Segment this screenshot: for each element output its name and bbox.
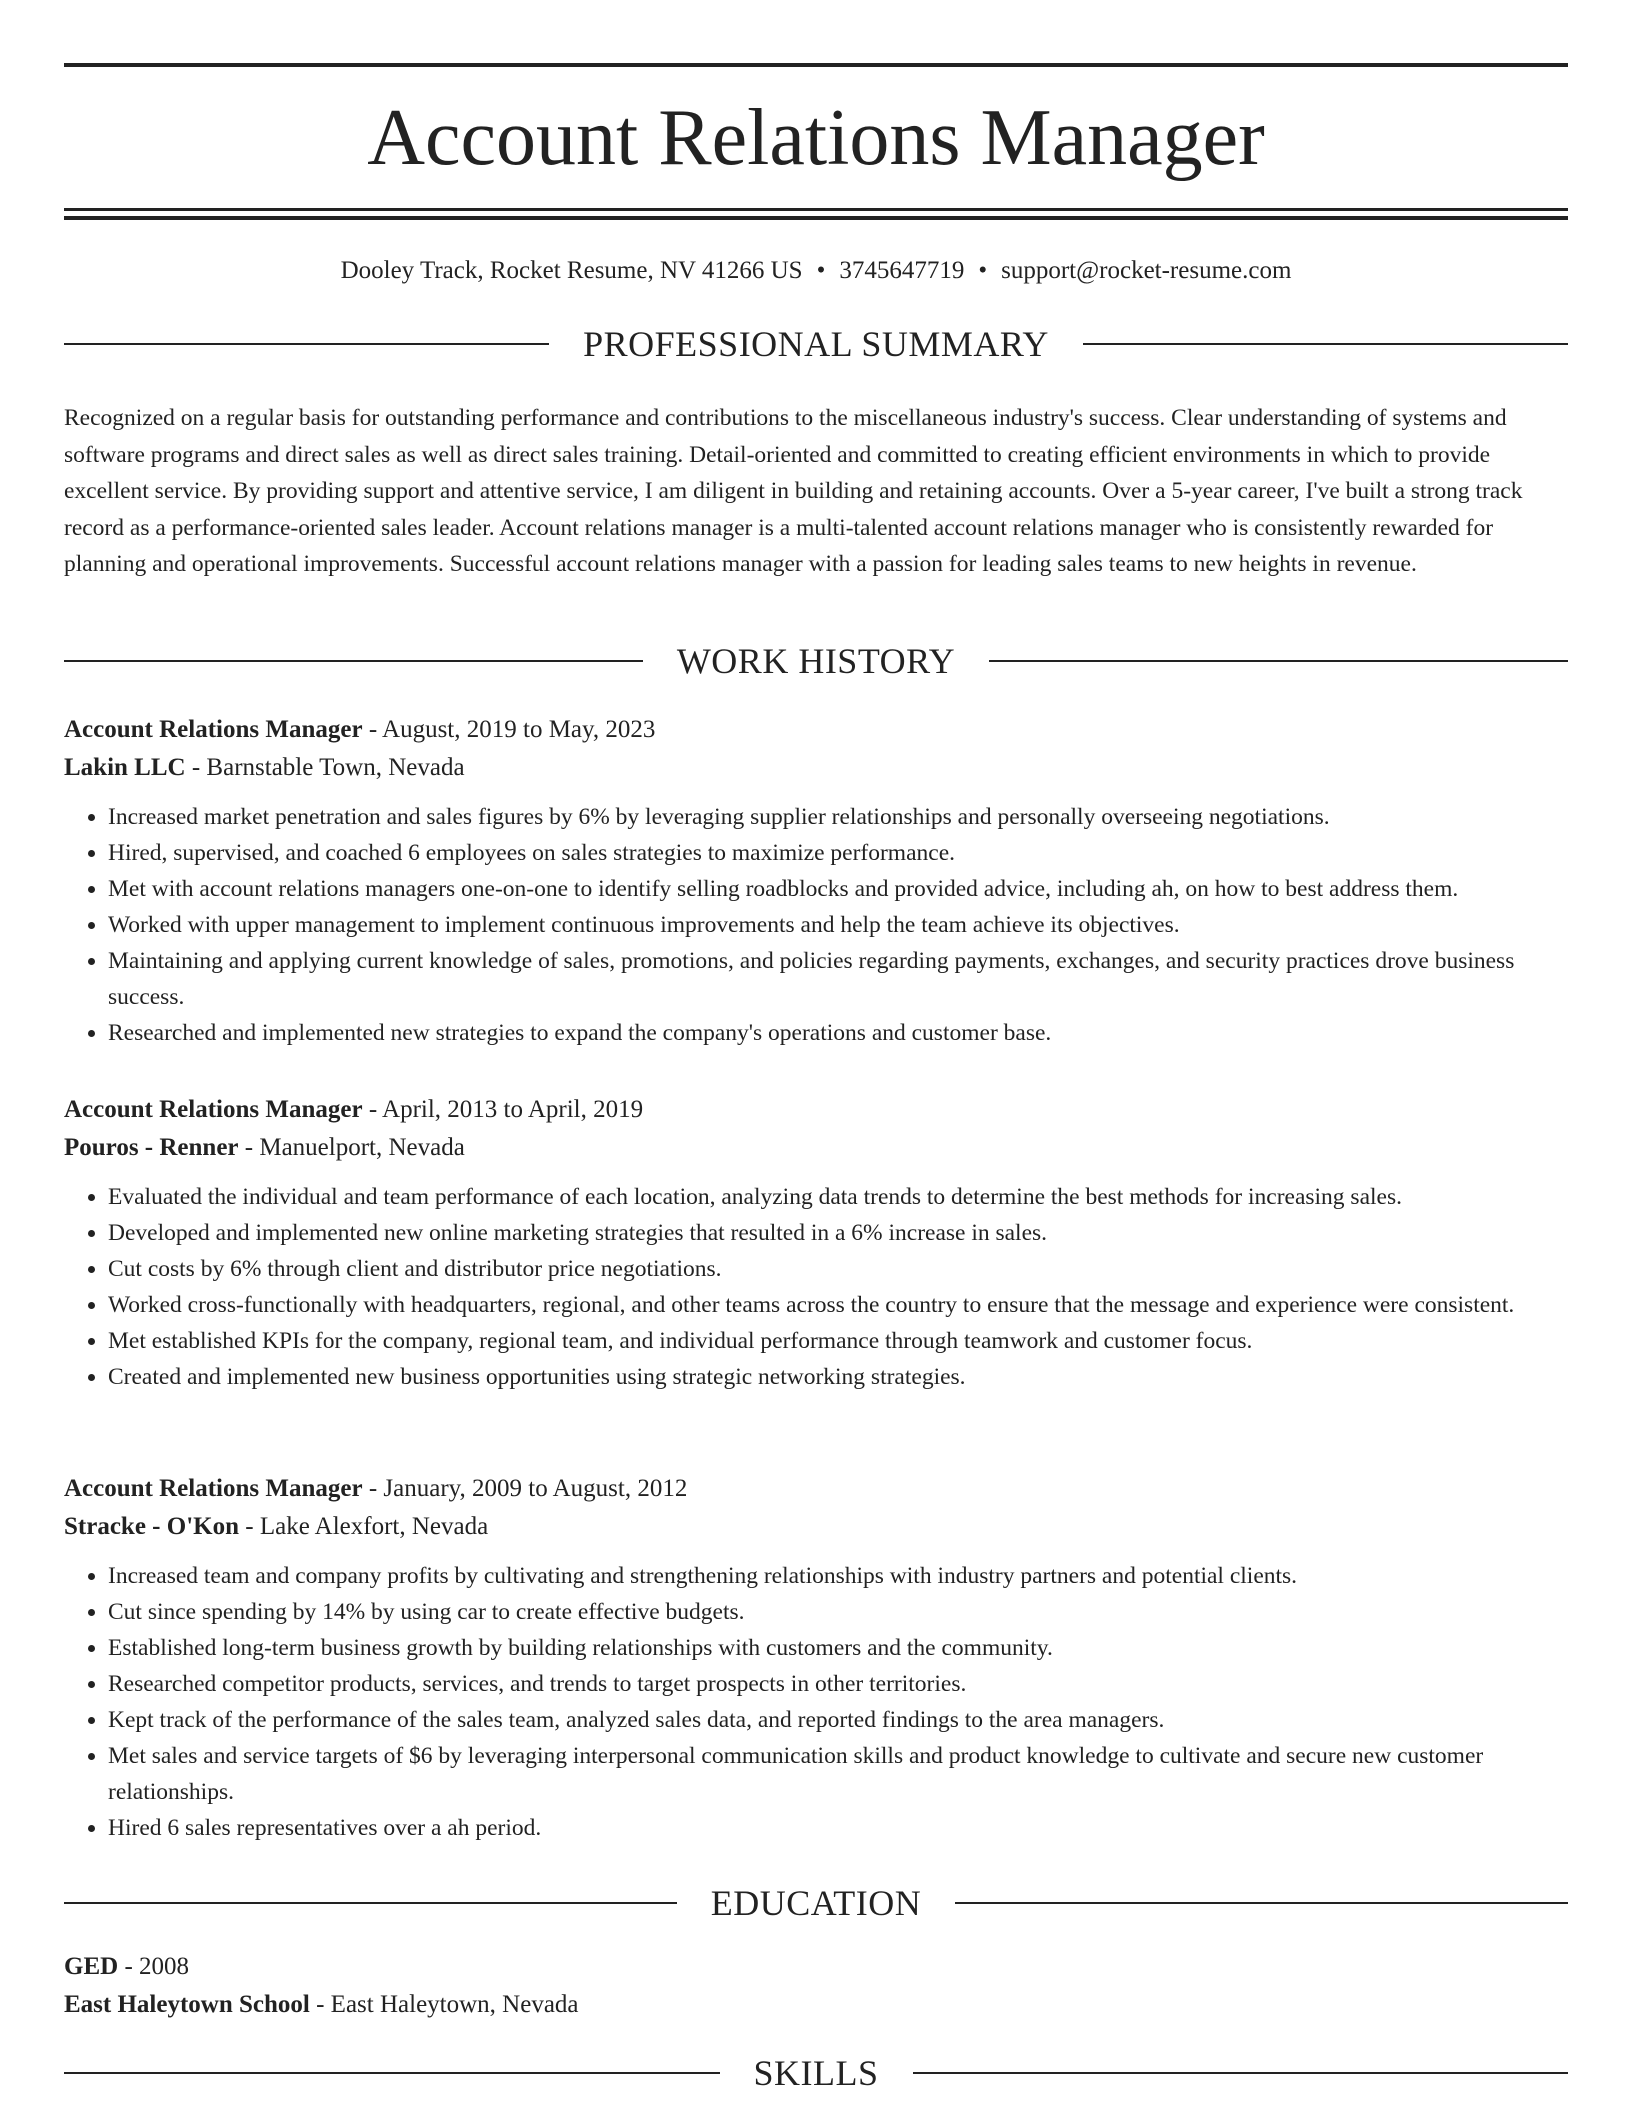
contact-address: Dooley Track, Rocket Resume, NV 41266 US xyxy=(340,257,803,284)
section-rule-left xyxy=(64,343,549,345)
job-bullet: • Cut since spending by 14% by using car to create effective budgets. xyxy=(108,1594,1568,1630)
job-bullet: • Cut costs by 6% through client and distributor price negotiations. xyxy=(108,1251,1568,1287)
resume-title: Account Relations Manager xyxy=(367,94,1265,182)
section-title-education: EDUCATION xyxy=(710,1883,922,1923)
contact-email: support@rocket-resume.com xyxy=(1001,257,1292,284)
job-location: - Manuelport, Nevada xyxy=(238,1134,465,1161)
contact-separator: • xyxy=(816,257,826,284)
section-header-summary xyxy=(64,322,1568,366)
job-bullet: • Created and implemented new business opportunities using strategic networking strategies. xyxy=(108,1359,1568,1395)
job-bullet: • Developed and implemented new online marketing strategies that resulted in a 6% increase in sales. xyxy=(108,1215,1568,1251)
job-bullets xyxy=(64,1179,1568,1395)
job-bullet: • Evaluated the individual and team performance of each location, analyzing data trends to determine the best methods for increasing sales. xyxy=(108,1179,1568,1215)
section-rule-left xyxy=(64,660,643,662)
contact-separator: • xyxy=(978,257,988,284)
job-company-line xyxy=(64,1508,1568,1546)
education-school-line xyxy=(64,1986,1568,2024)
job-entry-1 xyxy=(64,711,1568,1051)
job-title: Account Relations Manager xyxy=(64,1096,363,1123)
education-degree: GED xyxy=(64,1953,119,1980)
job-title-line xyxy=(64,711,1568,749)
section-title-skills: SKILLS xyxy=(753,2053,879,2093)
job-bullet: • Met sales and service targets of $6 by leveraging interpersonal communication skills and product knowledge to cultivate and secure new customer relationships. xyxy=(108,1738,1568,1810)
job-bullet: • Met established KPIs for the company, regional team, and individual performance through teamwork and customer focus. xyxy=(108,1323,1568,1359)
job-bullet: • Researched competitor products, services, and trends to target prospects in other territories. xyxy=(108,1666,1568,1702)
job-title-line xyxy=(64,1470,1568,1508)
job-bullet: • Established long-term business growth by building relationships with customers and the community. xyxy=(108,1630,1568,1666)
job-bullet: • Worked with upper management to implement continuous improvements and help the team achieve its objectives. xyxy=(108,907,1568,943)
section-title-summary: PROFESSIONAL SUMMARY xyxy=(583,324,1049,364)
job-bullet: • Kept track of the performance of the sales team, analyzed sales data, and reported findings to the area managers. xyxy=(108,1702,1568,1738)
job-location: - Lake Alexfort, Nevada xyxy=(239,1513,489,1540)
education-degree-line xyxy=(64,1948,1568,1986)
job-bullet: • Hired, supervised, and coached 6 employees on sales strategies to maximize performance. xyxy=(108,835,1568,871)
section-rule-right xyxy=(955,1902,1568,1904)
section-header-education xyxy=(64,1881,1568,1925)
job-dates: - April, 2013 to April, 2019 xyxy=(362,1096,644,1123)
section-rule-right xyxy=(913,2072,1569,2074)
section-title-work: WORK HISTORY xyxy=(676,641,956,681)
job-title-line xyxy=(64,1091,1568,1129)
job-entry-3 xyxy=(64,1470,1568,1846)
summary-text: Recognized on a regular basis for outstanding performance and contributions to the miscellaneous industry's success. Clear understanding of systems and software programs and direct sales as well as direct sales training. Detail-oriented and committed to creating efficient environments in which to provide excellent service. By providing support and attentive service, I am diligent in building and retaining accounts. Over a 5-year career, I've built a strong track record as a performance-oriented sales leader. Account relations manager is a multi-talented account relations manager who is consistently rewarded for planning and operational improvements. Successful account relations manager with a passion for leading sales teams to new heights in revenue. xyxy=(64,405,1523,577)
education-location: - East Haleytown, Nevada xyxy=(309,1991,579,2018)
job-bullet: • Met with account relations managers one-on-one to identify selling roadblocks and provided advice, including ah, on how to best address them. xyxy=(108,871,1568,907)
job-company: Pouros - Renner xyxy=(64,1134,239,1161)
job-dates: - January, 2009 to August, 2012 xyxy=(362,1475,688,1502)
job-bullet: • Increased team and company profits by cultivating and strengthening relationships with industry partners and potential clients. xyxy=(108,1558,1568,1594)
header-divider-lower xyxy=(64,216,1568,220)
section-header-work xyxy=(64,639,1568,683)
job-dates: - August, 2019 to May, 2023 xyxy=(362,716,656,743)
header-top-rule xyxy=(64,63,1568,67)
job-location: - Barnstable Town, Nevada xyxy=(185,754,465,781)
job-company: Stracke - O'Kon xyxy=(64,1513,239,1540)
section-rule-right xyxy=(989,660,1568,662)
section-rule-left xyxy=(64,2072,720,2074)
education-year: - 2008 xyxy=(118,1953,190,1980)
job-bullets xyxy=(64,1558,1568,1846)
section-rule-left xyxy=(64,1902,677,1904)
job-bullets xyxy=(64,799,1568,1051)
job-bullet: • Worked cross-functionally with headquarters, regional, and other teams across the country to ensure that the message and experience were consistent. xyxy=(108,1287,1568,1323)
education-school: East Haleytown School xyxy=(64,1991,310,2018)
job-title: Account Relations Manager xyxy=(64,1475,363,1502)
job-bullet: • Researched and implemented new strategies to expand the company's operations and customer base. xyxy=(108,1015,1568,1051)
job-entry-2 xyxy=(64,1091,1568,1395)
job-company-line xyxy=(64,749,1568,787)
job-title: Account Relations Manager xyxy=(64,716,363,743)
job-company-line xyxy=(64,1129,1568,1167)
job-bullet: • Maintaining and applying current knowledge of sales, promotions, and policies regarding payments, exchanges, and security practices drove business success. xyxy=(108,943,1568,1015)
section-header-skills xyxy=(64,2051,1568,2095)
contact-phone: 3745647719 xyxy=(839,257,965,284)
education-entry xyxy=(64,1948,1568,2024)
section-rule-right xyxy=(1083,343,1568,345)
job-bullet: • Hired 6 sales representatives over a ah period. xyxy=(108,1810,1568,1846)
job-company: Lakin LLC xyxy=(64,754,186,781)
contact-line xyxy=(64,254,1568,288)
job-bullet: • Increased market penetration and sales figures by 6% by leveraging supplier relationships and personally overseeing negotiations. xyxy=(108,799,1568,835)
header-divider-upper xyxy=(64,208,1568,211)
